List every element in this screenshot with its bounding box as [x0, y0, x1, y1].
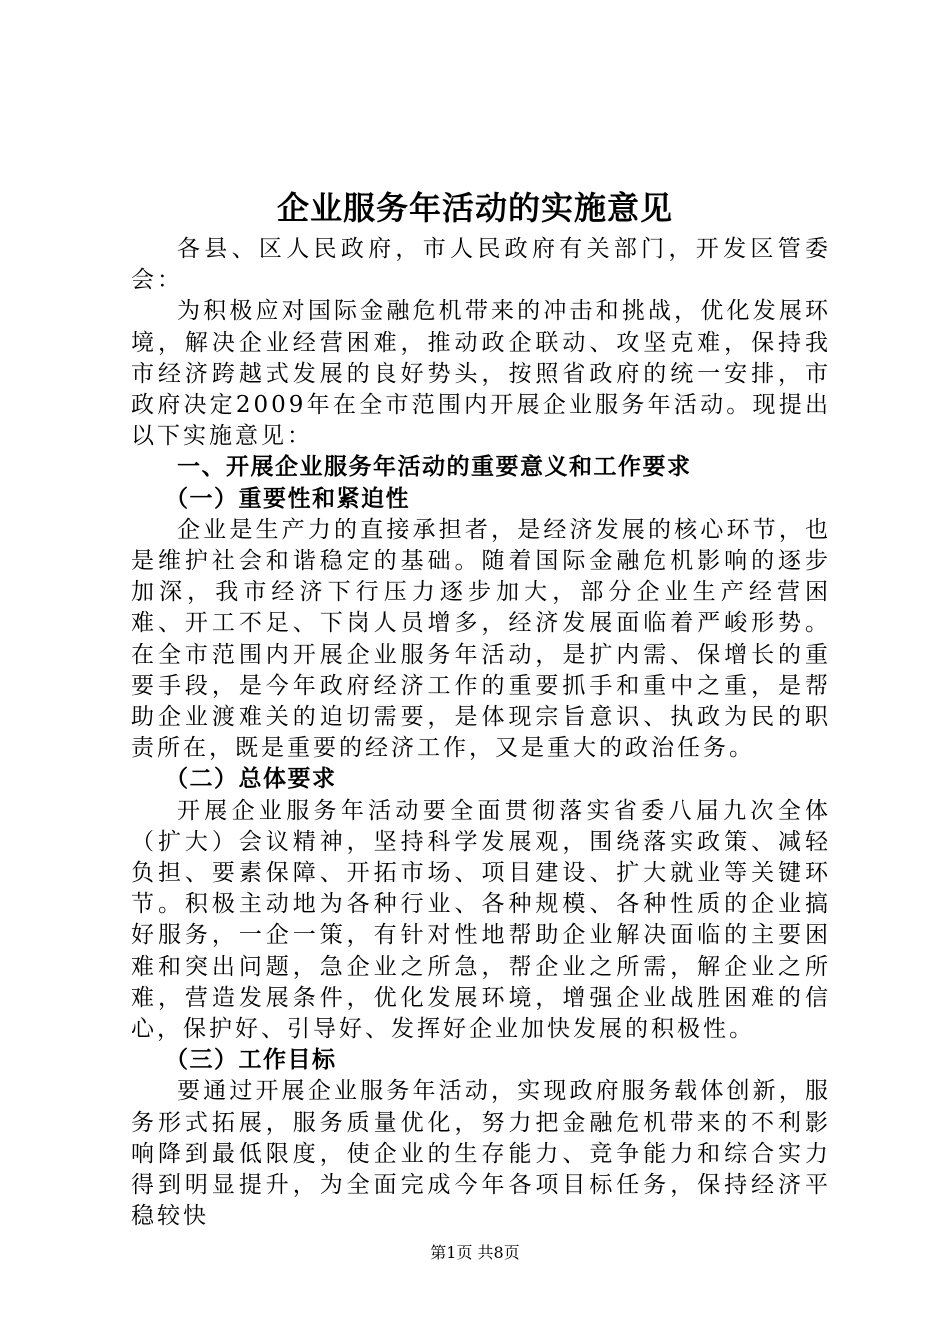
subsection-heading-1: （一）重要性和紧迫性 [165, 485, 410, 512]
subsection-paragraph-3: 要通过开展企业服务年活动，实现政府服务载体创新，服务形式拓展，服务质量优化，努力把金融危机带来的不利影响降到最低限度，使企业的生存能力、竞争能力和综合实力得到明显提升，为全面完成今年各项目标任务，保持经济平稳较快 [131, 1078, 831, 1230]
document-body [131, 234, 831, 1233]
page-footer: 第1页 共8页 [430, 1243, 520, 1262]
section-heading-1: 一、开展企业服务年活动的重要意义和工作要求 [177, 454, 692, 481]
subsection-paragraph-2: 开展企业服务年活动要全面贯彻落实省委八届九次全体（扩大）会议精神，坚持科学发展观，围绕落实政策、减轻负担、要素保障、开拓市场、项目建设、扩大就业等关键环节。积极主动地为各种行业、各种规模、各种性质的企业搞好服务，一企一策，有针对性地帮助企业解决面临的主要困难和突出问题，急企业之所急，帮企业之所需，解企业之所难，营造发展条件，优化发展环境，增强企业战胜困难的信心，保护好、引导好、发挥好企业加快发展的积极性。 [131, 797, 831, 1043]
salutation-paragraph: 各县、区人民政府，市人民政府有关部门，开发区管委会： [131, 236, 831, 294]
intro-paragraph: 为积极应对国际金融危机带来的冲击和挑战，优化发展环境，解决企业经营困难，推动政企联动、攻坚克难，保持我市经济跨越式发展的良好势头，按照省政府的统一安排，市政府决定2009年在全市范围内开展企业服务年活动。现提出以下实施意见： [131, 298, 831, 450]
subsection-heading-3: （三）工作目标 [165, 1047, 337, 1074]
subsection-paragraph-1: 企业是生产力的直接承担者，是经济发展的核心环节，也是维护社会和谐稳定的基础。随着国际金融危机影响的逐步加深，我市经济下行压力逐步加大，部分企业生产经营困难、开工不足、下岗人员增多，经济发展面临着严峻形势。在全市范围内开展企业服务年活动，是扩内需、保增长的重要手段，是今年政府经济工作的重要抓手和重中之重，是帮助企业渡难关的迫切需要，是体现宗旨意识、执政为民的职责所在，既是重要的经济工作，又是重大的政治任务。 [131, 516, 831, 762]
document-title: 企业服务年活动的实施意见 [276, 189, 673, 227]
subsection-heading-2: （二）总体要求 [165, 766, 337, 793]
